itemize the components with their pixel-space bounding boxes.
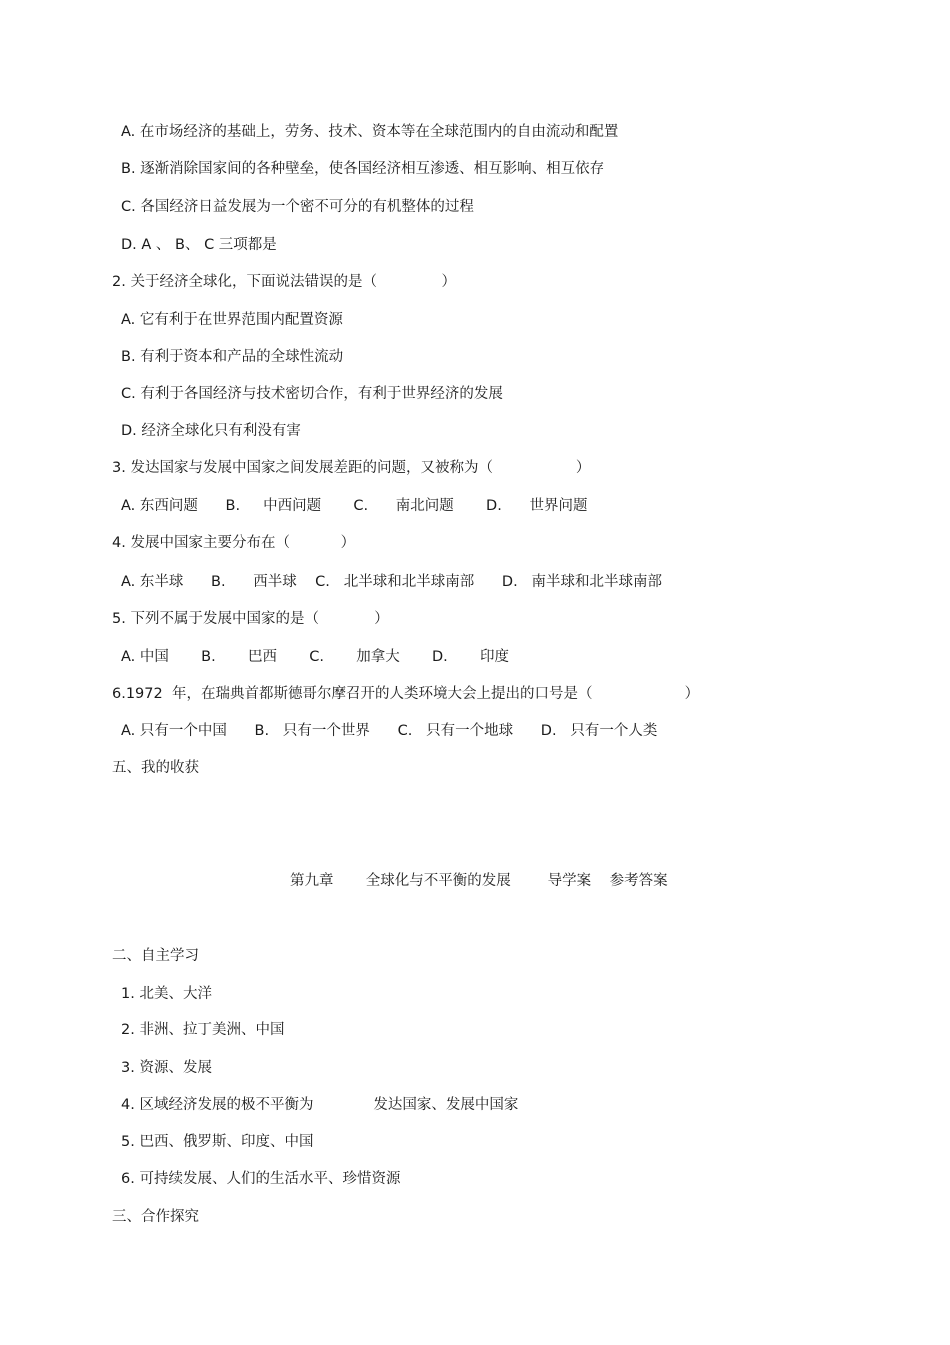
q1-option-a: A. 在市场经济的基础上，劳务、技术、资本等在全球范围内的自由流动和配置	[121, 124, 619, 140]
q6-options: A. 只有一个中国 B. 只有一个世界 C. 只有一个地球 D. 只有一个人类	[121, 723, 658, 739]
q1-option-c: C. 各国经济日益发展为一个密不可分的有机整体的过程	[121, 199, 474, 215]
answer-6: 6. 可持续发展、人们的生活水平、珍惜资源	[121, 1171, 401, 1187]
q4-options: A. 东半球 B. 西半球 C. 北半球和北半球南部 D. 南半球和北半球南部	[121, 574, 663, 590]
answer-1: 1. 北美、大洋	[121, 986, 212, 1002]
q4-stem: 4. 发展中国家主要分布在（ ）	[112, 535, 356, 551]
q2-option-c: C. 有利于各国经济与技术密切合作，有利于世界经济的发展	[121, 386, 503, 402]
q3-options: A. 东西问题 B. 中西问题 C. 南北问题 D. 世界问题	[121, 498, 588, 514]
q6-stem: 6.1972 年，在瑞典首都斯德哥尔摩召开的人类环境大会上提出的口号是（ ）	[112, 686, 700, 702]
q2-option-a: A. 它有利于在世界范围内配置资源	[121, 312, 343, 328]
answer-key-title: 第九章 全球化与不平衡的发展 导学案 参考答案	[290, 873, 668, 889]
q1-option-b: B. 逐渐消除国家间的各种壁垒，使各国经济相互渗透、相互影响、相互依存	[121, 161, 605, 177]
answer-3: 3. 资源、发展	[121, 1060, 212, 1076]
section-heading-harvest: 五、我的收获	[112, 760, 199, 776]
section-heading-self-study: 二、自主学习	[112, 948, 199, 964]
answer-5: 5. 巴西、俄罗斯、印度、中国	[121, 1134, 314, 1150]
q5-stem: 5. 下列不属于发展中国家的是（ ）	[112, 611, 389, 627]
q2-stem: 2. 关于经济全球化，下面说法错误的是（ ）	[112, 274, 456, 290]
answer-4: 4. 区域经济发展的极不平衡为 发达国家、发展中国家	[121, 1097, 519, 1113]
answer-2: 2. 非洲、拉丁美洲、中国	[121, 1022, 285, 1038]
q2-option-d: D. 经济全球化只有利没有害	[121, 423, 301, 439]
section-heading-cooperative-inquiry: 三、合作探究	[112, 1209, 199, 1225]
q2-option-b: B. 有利于资本和产品的全球性流动	[121, 349, 344, 365]
q5-options: A. 中国 B. 巴西 C. 加拿大 D. 印度	[121, 649, 510, 665]
q1-option-d: D. A 、 B、 C 三项都是	[121, 237, 277, 253]
q3-stem: 3. 发达国家与发展中国家之间发展差距的问题，又被称为（ ）	[112, 460, 591, 476]
